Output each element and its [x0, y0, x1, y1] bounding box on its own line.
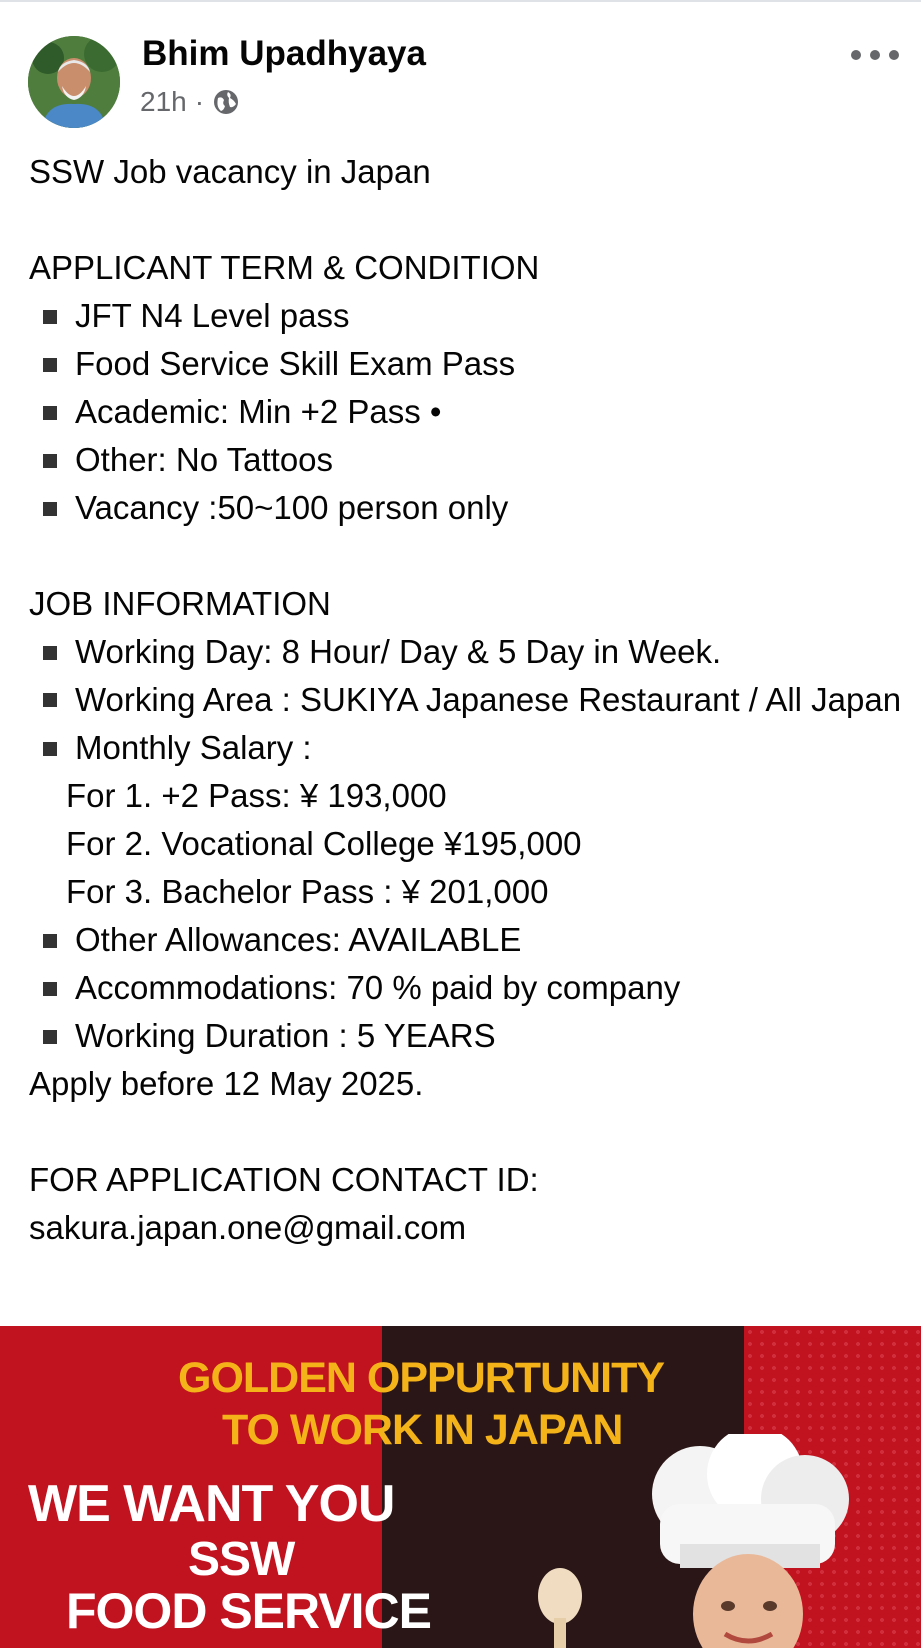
- spacer: [29, 1108, 909, 1156]
- more-dot: [851, 50, 861, 60]
- list-item-text: Academic: Min +2 Pass •: [75, 393, 442, 430]
- post-time[interactable]: 21h: [140, 86, 187, 117]
- bullet-icon: [43, 310, 57, 324]
- list-item: [29, 628, 909, 676]
- list-item: [29, 388, 909, 436]
- list-item-text: Working Duration : 5 YEARS: [75, 1017, 496, 1054]
- bullet-icon: [43, 693, 57, 707]
- bullet-icon: [43, 502, 57, 516]
- bullet-icon: [43, 406, 57, 420]
- salary-line: For 1. +2 Pass: ¥ 193,000: [66, 777, 447, 814]
- banner-tagline: WE WANT YOU: [28, 1475, 395, 1533]
- post-body: [29, 148, 909, 1252]
- banner-food-service: FOOD SERVICE: [66, 1583, 431, 1639]
- apply-deadline: Apply before 12 May 2025.: [29, 1065, 424, 1102]
- salary-line: For 3. Bachelor Pass : ¥ 201,000: [66, 873, 549, 910]
- bullet-icon: [43, 934, 57, 948]
- post-meta: [140, 86, 240, 118]
- list-item-text: Working Day: 8 Hour/ Day & 5 Day in Week.: [75, 633, 722, 670]
- banner-headline: GOLDEN OPPURTUNITY: [178, 1354, 665, 1402]
- list-item-text: Working Area : SUKIYA Japanese Restaurant / All Japan: [75, 681, 902, 718]
- salary-line: For 2. Vocational College ¥195,000: [66, 825, 582, 862]
- bullet-icon: [43, 358, 57, 372]
- contact-email[interactable]: sakura.japan.one@gmail.com: [29, 1209, 467, 1246]
- bullet-icon: [43, 646, 57, 660]
- list-item: [29, 292, 909, 340]
- chef-photo-icon: [630, 1434, 860, 1648]
- list-item: [29, 724, 909, 772]
- meta-separator: ·: [194, 86, 205, 117]
- post-title: SSW Job vacancy in Japan: [29, 153, 431, 190]
- banner-subheadline: TO WORK IN JAPAN: [222, 1406, 623, 1454]
- list-item-text: JFT N4 Level pass: [75, 297, 350, 334]
- post-image-banner[interactable]: [0, 1326, 921, 1648]
- list-item-text: Accommodations: 70 % paid by company: [75, 969, 681, 1006]
- applicant-heading: APPLICANT TERM & CONDITION: [29, 249, 540, 286]
- author-avatar[interactable]: [28, 36, 120, 128]
- bullet-icon: [43, 742, 57, 756]
- bullet-icon: [43, 982, 57, 996]
- author-name[interactable]: Bhim Upadhyaya: [142, 34, 426, 73]
- list-item: [29, 676, 909, 724]
- list-item-text: Food Service Skill Exam Pass: [75, 345, 516, 382]
- job-heading: JOB INFORMATION: [29, 585, 331, 622]
- contact-heading: FOR APPLICATION CONTACT ID:: [29, 1161, 539, 1198]
- banner-ssw: SSW: [188, 1533, 295, 1586]
- list-item: [29, 1012, 909, 1060]
- list-item-text: Vacancy :50~100 person only: [75, 489, 509, 526]
- list-item: [29, 340, 909, 388]
- more-dot: [870, 50, 880, 60]
- list-item: [29, 916, 909, 964]
- list-item-text: Other: No Tattoos: [75, 441, 334, 478]
- spacer: [29, 196, 909, 244]
- list-item-text: Other Allowances: AVAILABLE: [75, 921, 522, 958]
- post-header: [0, 0, 921, 140]
- bullet-icon: [43, 1030, 57, 1044]
- more-dot: [889, 50, 899, 60]
- more-options-icon[interactable]: [851, 40, 899, 70]
- list-item-text: Monthly Salary :: [75, 729, 312, 766]
- wooden-spoon-icon: [530, 1566, 590, 1648]
- bullet-icon: [43, 454, 57, 468]
- list-item: [29, 436, 909, 484]
- globe-icon: [212, 88, 240, 116]
- list-item: [29, 964, 909, 1012]
- list-item: [29, 484, 909, 532]
- spacer: [29, 532, 909, 580]
